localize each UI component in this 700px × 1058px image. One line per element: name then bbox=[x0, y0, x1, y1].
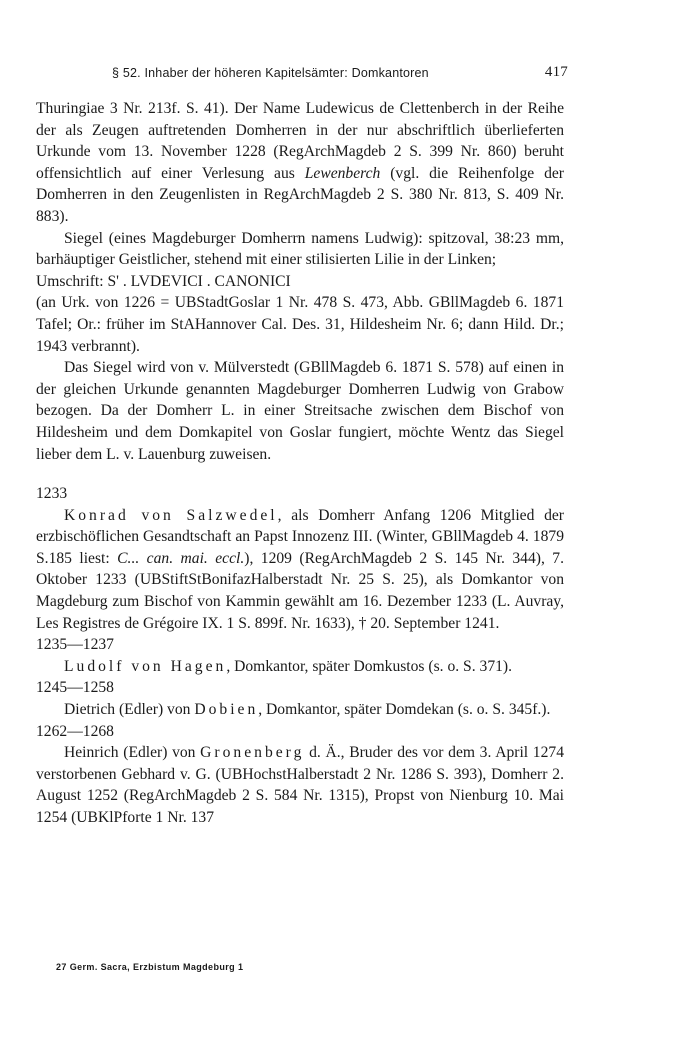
entry-year: 1233 bbox=[36, 485, 68, 503]
entry-text: Konrad von Salzwedel, als Domherr Anfang 1206 Mitglied der erzbischöflichen Gesandtschaft an Papst Innozenz III. (Winter, GBllMagdeb 4. 1879 S.185 liest: C... can. mai. eccl.), 1209 (RegArchMagdeb 2 S. 145 Nr. 344), 7. Oktober 1233 (UBStiftStBonifazHalberstadt Nr. 25 S. 25), als Domkantor von Magdeburg zum Bischof von Kammin gewählt am 16. Dezember 1233 (L. Auvray, Les Registres de Grégoire IX. 1 S. 899f. Nr. 1633), † 20. September 1241. bbox=[36, 506, 564, 632]
entry-text: Dietrich (Edler) von Dobien, Domkantor, später Domdekan (s. o. S. 345f.). bbox=[64, 701, 551, 719]
paragraph: (an Urk. von 1226 = UBStadtGoslar 1 Nr. 478 S. 473, Abb. GBllMagdeb 6. 1871 Tafel; Or.: früher im StAHannover Cal. Des. 31, Hildesheim Nr. 6; dann Hild. Dr.; 1943 verbrannt). bbox=[36, 294, 564, 355]
person-name: Dobien bbox=[194, 701, 259, 719]
person-name: Gronenberg bbox=[200, 744, 305, 762]
signature-line: 27 Germ. Sacra, Erzbistum Magdeburg 1 bbox=[56, 962, 244, 972]
paragraph: Das Siegel wird von v. Mülverstedt (GBllMagdeb 6. 1871 S. 578) auf einen in der gleichen Urkunde genannten Magdeburger Domherren Ludwig von Grabow bezogen. Da der Domherr L. in einer Streitsache zwischen dem Bischof von Hildesheim und dem Domkapitel von Goslar fungiert, möchte Wentz das Siegel lieber dem L. v. Lauenburg zuweisen. bbox=[36, 359, 564, 463]
header-title: § 52. Inhaber der höheren Kapitelsämter: Domkantoren bbox=[112, 66, 429, 80]
paragraph: Siegel (eines Magdeburger Domherrn namens Ludwig): spitzoval, 38:23 mm, barhäuptiger Geistlicher, stehend mit einer stilisierten Lilie in der Linken; bbox=[36, 229, 564, 269]
person-name: Konrad von Salzwedel bbox=[64, 506, 278, 524]
paragraph: Thuringiae 3 Nr. 213f. S. 41). Der Name Ludewicus de Clettenberch in der Reihe der als Zeugen auftretenden Domherren in der nur abschriftlich überlieferten Urkunde vom 13. November 1228 (RegArchMagdeb 2 S. 399 Nr. 860) beruht offensichtlich auf einer Verlesung aus Lewenberch (vgl. die Reihenfolge der Domherren in den Zeugenlisten in RegArchMagdeb 2 S. 380 Nr. 813, S. 409 Nr. 883). bbox=[36, 100, 565, 225]
body-text bbox=[36, 98, 564, 829]
seal-inscription: Umschrift: S' . LVDEVICI . CANONICI bbox=[36, 272, 291, 290]
running-header bbox=[112, 64, 568, 86]
entry-year: 1245—1258 bbox=[36, 679, 114, 697]
entry-text: Ludolf von Hagen, Domkantor, später Domkustos (s. o. S. 371). bbox=[64, 657, 513, 675]
entry-year: 1235—1237 bbox=[36, 636, 114, 654]
entry-year: 1262—1268 bbox=[36, 722, 114, 740]
entry-text: Heinrich (Edler) von Gronenberg d. Ä., Bruder des vor dem 3. April 1274 verstorbenen Gebhard v. G. (UBHochstHalberstadt 2 Nr. 1286 S. 393), Domherr 2. August 1252 (RegArchMagdeb 2 S. 584 Nr. 1315), Propst von Nienburg 10. Mai 1254 (UBKlPforte 1 Nr. 137 bbox=[36, 744, 564, 826]
person-name: Ludolf von Hagen bbox=[64, 657, 227, 675]
page-number: 417 bbox=[544, 64, 568, 80]
